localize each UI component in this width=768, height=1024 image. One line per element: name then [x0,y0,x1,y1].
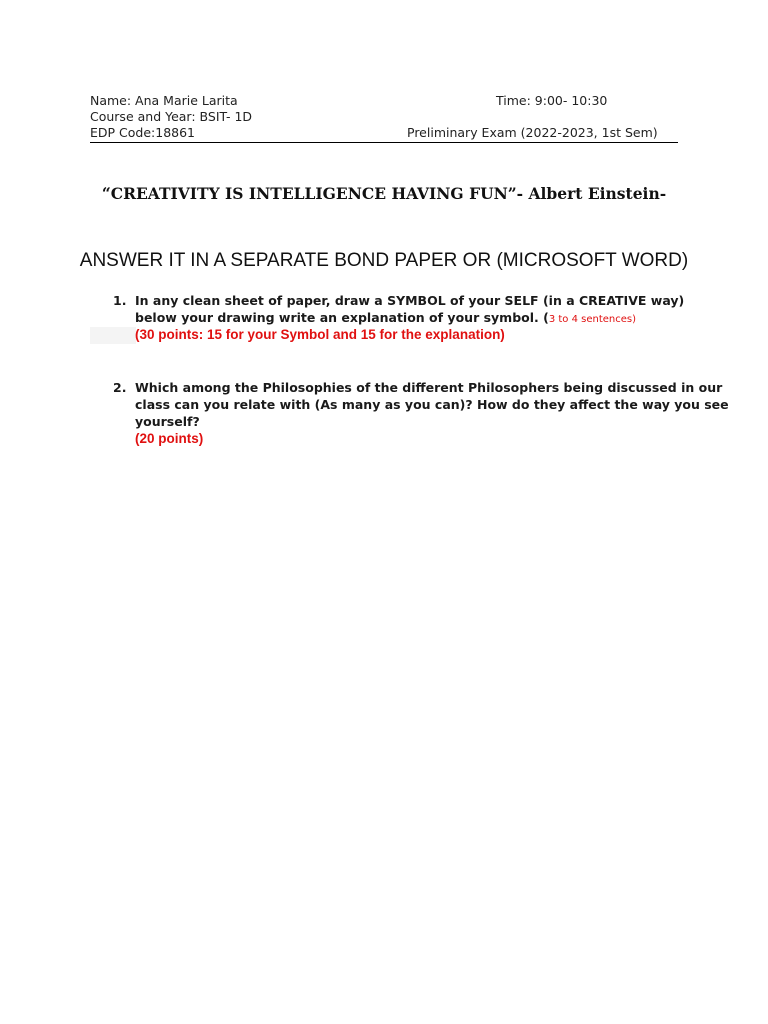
line-highlight [90,327,136,344]
student-name: Name: Ana Marie Larita [90,93,238,108]
question-2-line-2: class can you relate with (As many as you can)? How do they affect the way you see [135,397,729,412]
question-2-line-3: yourself? [135,414,200,429]
question-1-line-2 [135,310,636,329]
exam-title: Preliminary Exam (2022-2023, 1st Sem) [407,125,658,140]
question-1-points: (30 points: 15 for your Symbol and 15 for the explanation) [135,327,505,342]
question-1-line-2-text: below your drawing write an explanation of your symbol. ( [135,310,549,325]
question-2-number: 2. [113,380,127,395]
edp-code: EDP Code:18861 [90,125,196,140]
question-1-sentence-note: 3 to 4 sentences) [548,314,637,325]
header-divider [90,142,678,143]
einstein-quote: “CREATIVITY IS INTELLIGENCE HAVING FUN”- Albert Einstein- [101,184,667,203]
question-1-line-1: In any clean sheet of paper, draw a SYMBOL of your SELF (in a CREATIVE way) [135,293,685,308]
question-1-number: 1. [113,293,127,308]
answer-instruction: ANSWER IT IN A SEPARATE BOND PAPER OR (MICROSOFT WORD) [79,250,689,271]
question-2-points: (20 points) [135,431,204,446]
exam-time: Time: 9:00- 10:30 [496,93,608,108]
course-and-year: Course and Year: BSIT- 1D [90,109,253,124]
question-1-points-line [135,327,505,344]
question-2-line-1: Which among the Philosophies of the different Philosophers being discussed in our [135,380,723,395]
question-2-points-line [135,431,203,448]
